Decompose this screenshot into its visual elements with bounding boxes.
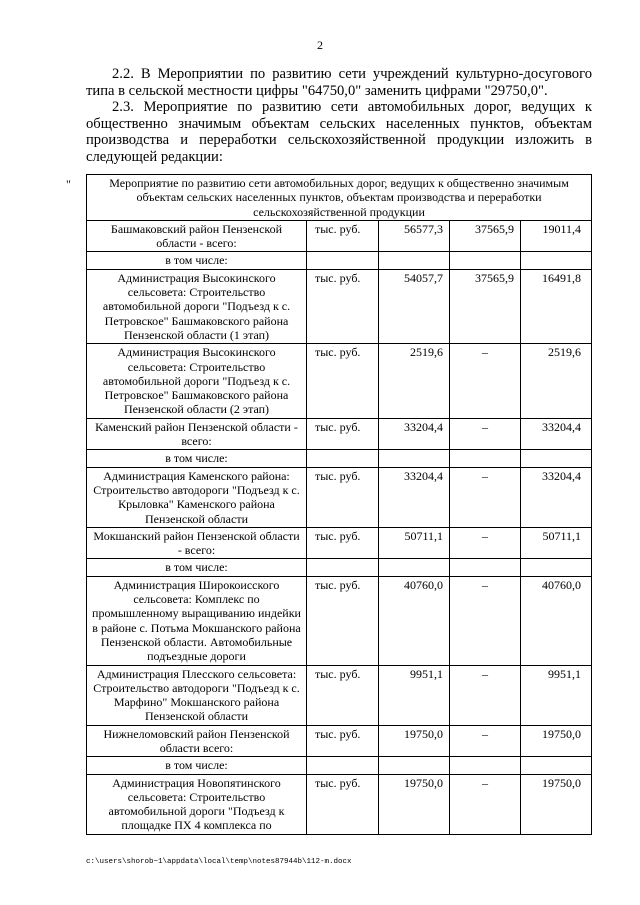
- row-name-cell: в том числе:: [87, 450, 307, 467]
- table-row: [87, 757, 592, 774]
- row-total-cell: 40760,0: [379, 576, 450, 665]
- row-name-cell: в том числе:: [87, 252, 307, 269]
- table-row: [87, 418, 592, 450]
- row-unit-cell: тыс. руб.: [307, 269, 379, 343]
- row-name-cell: Администрация Новопятинского сельсовета: Строительство автомобильной дороги "Подъезд к площадке ПХ 4 комплекса по: [87, 774, 307, 834]
- table-row: [87, 467, 592, 527]
- table-row: [87, 252, 592, 269]
- row-regional-cell: 9951,1: [521, 665, 592, 725]
- row-federal-cell: –: [450, 527, 521, 559]
- row-unit-cell: тыс. руб.: [307, 467, 379, 527]
- row-regional-cell: 16491,8: [521, 269, 592, 343]
- row-unit-cell: тыс. руб.: [307, 220, 379, 252]
- row-total-cell: 33204,4: [379, 418, 450, 450]
- paragraph-2-2: 2.2. В Мероприятии по развитию сети учреждений культурно-досугового типа в сельской местности цифры "64750,0" заменить цифрами "29750,0".: [86, 66, 592, 99]
- row-unit-cell: [307, 450, 379, 467]
- row-unit-cell: тыс. руб.: [307, 527, 379, 559]
- row-federal-cell: –: [450, 665, 521, 725]
- row-unit-cell: тыс. руб.: [307, 774, 379, 834]
- row-federal-cell: [450, 559, 521, 576]
- row-unit-cell: [307, 757, 379, 774]
- table-row: [87, 344, 592, 418]
- row-federal-cell: –: [450, 344, 521, 418]
- row-regional-cell: 19011,4: [521, 220, 592, 252]
- row-regional-cell: 2519,6: [521, 344, 592, 418]
- table-row: [87, 559, 592, 576]
- row-federal-cell: [450, 252, 521, 269]
- row-federal-cell: –: [450, 576, 521, 665]
- row-total-cell: 50711,1: [379, 527, 450, 559]
- row-unit-cell: [307, 252, 379, 269]
- row-total-cell: [379, 252, 450, 269]
- row-total-cell: 56577,3: [379, 220, 450, 252]
- row-regional-cell: [521, 450, 592, 467]
- row-total-cell: 54057,7: [379, 269, 450, 343]
- row-federal-cell: 37565,9: [450, 269, 521, 343]
- row-federal-cell: [450, 757, 521, 774]
- table-row: [87, 725, 592, 757]
- row-total-cell: [379, 559, 450, 576]
- opening-quote-mark: ": [66, 177, 71, 191]
- row-federal-cell: –: [450, 418, 521, 450]
- row-name-cell: Нижнеломовский район Пензенской области всего:: [87, 725, 307, 757]
- row-regional-cell: 19750,0: [521, 774, 592, 834]
- roads-table: [86, 174, 592, 835]
- row-regional-cell: 33204,4: [521, 467, 592, 527]
- table-row: [87, 774, 592, 834]
- row-federal-cell: –: [450, 725, 521, 757]
- row-total-cell: 9951,1: [379, 665, 450, 725]
- row-name-cell: Администрация Каменского района: Строительство автодороги "Подъезд к с. Крыловка" Каменского района Пензенской области: [87, 467, 307, 527]
- table-row: [87, 450, 592, 467]
- row-total-cell: [379, 450, 450, 467]
- table-header: Мероприятие по развитию сети автомобильных дорог, ведущих к общественно значимым объектам сельских населенных пунктов, объектам производства и переработки сельскохозяйственной продукции: [87, 175, 592, 221]
- row-total-cell: [379, 757, 450, 774]
- table-row: [87, 220, 592, 252]
- row-total-cell: 33204,4: [379, 467, 450, 527]
- row-regional-cell: 50711,1: [521, 527, 592, 559]
- table-row: [87, 576, 592, 665]
- row-total-cell: 2519,6: [379, 344, 450, 418]
- row-federal-cell: 37565,9: [450, 220, 521, 252]
- row-federal-cell: –: [450, 467, 521, 527]
- row-regional-cell: 40760,0: [521, 576, 592, 665]
- row-federal-cell: –: [450, 774, 521, 834]
- table-header-row: [87, 175, 592, 221]
- row-name-cell: Администрация Широкоисского сельсовета: Комплекс по промышленному выращиванию индейки в районе с. Потьма Мокшанского района Пензенской области. Автомобильные подъездные дороги: [87, 576, 307, 665]
- row-name-cell: Мокшанский район Пензенской области - всего:: [87, 527, 307, 559]
- row-name-cell: в том числе:: [87, 559, 307, 576]
- row-regional-cell: [521, 252, 592, 269]
- row-regional-cell: [521, 559, 592, 576]
- row-name-cell: Башмаковский район Пензенской области - всего:: [87, 220, 307, 252]
- row-unit-cell: тыс. руб.: [307, 344, 379, 418]
- row-unit-cell: тыс. руб.: [307, 576, 379, 665]
- row-name-cell: Каменский район Пензенской области - всего:: [87, 418, 307, 450]
- row-unit-cell: тыс. руб.: [307, 418, 379, 450]
- row-name-cell: Администрация Высокинского сельсовета: Строительство автомобильной дороги "Подъезд к с. Петровское" Башмаковского района Пензенской области (1 этап): [87, 269, 307, 343]
- row-unit-cell: тыс. руб.: [307, 725, 379, 757]
- paragraph-2-3: 2.3. Мероприятие по развитию сети автомобильных дорог, ведущих к общественно значимым объектам сельских населенных пунктов, объектам производства и переработки сельскохозяйственной продукции изложить в следующей редакции:: [86, 99, 592, 166]
- table-row: [87, 665, 592, 725]
- table-row: [87, 527, 592, 559]
- file-path-footer: c:\users\shorob~1\appdata\local\temp\notes87944b\112-m.docx: [86, 858, 352, 866]
- row-name-cell: Администрация Высокинского сельсовета: Строительство автомобильной дороги "Подъезд к с. Петровское" Башмаковского района Пензенской области (2 этап): [87, 344, 307, 418]
- row-name-cell: в том числе:: [87, 757, 307, 774]
- row-federal-cell: [450, 450, 521, 467]
- row-total-cell: 19750,0: [379, 774, 450, 834]
- page-number: 2: [317, 38, 323, 52]
- row-unit-cell: [307, 559, 379, 576]
- row-total-cell: 19750,0: [379, 725, 450, 757]
- row-regional-cell: 19750,0: [521, 725, 592, 757]
- row-regional-cell: 33204,4: [521, 418, 592, 450]
- row-regional-cell: [521, 757, 592, 774]
- row-name-cell: Администрация Плесского сельсовета: Строительство автодороги "Подъезд к с. Марфино" Мокшанского района Пензенской области: [87, 665, 307, 725]
- table-row: [87, 269, 592, 343]
- row-unit-cell: тыс. руб.: [307, 665, 379, 725]
